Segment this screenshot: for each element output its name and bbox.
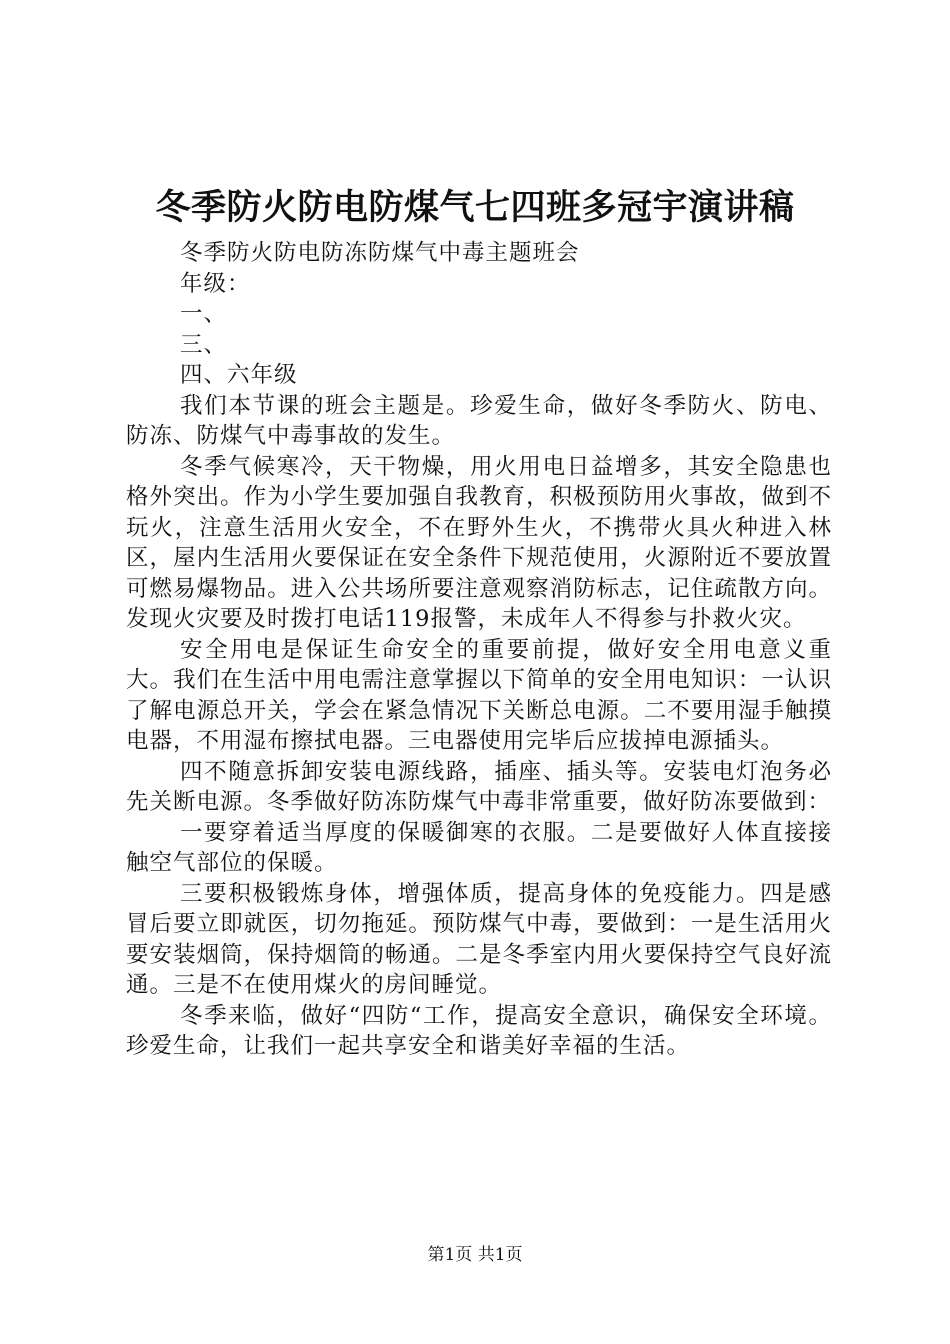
list-item-4: 四、六年级 <box>180 362 298 388</box>
grade-label: 年级： <box>180 270 251 297</box>
paragraph-closing: 冬季来临，做好“四防“工作，提高安全意识，确保安全环境。珍爱生命，让我们一起共享安全和谐美好幸福的生活。 <box>126 1002 832 1059</box>
paragraph-fire-safety: 冬季气候寒冷，天干物燥，用火用电日益增多，其安全隐患也格外突出。作为小学生要加强自我教育，积极预防用火事故，做到不玩火，注意生活用火安全，不在野外生火，不携带火具火种进入林区，屋内生活用火要保证在安全条件下规范使用，火源附近不要放置可燃易爆物品。进入公共场所要注意观察消防标志，记住疏散方向。发现火灾要及时拨打电话119报警，未成年人不得参与扑救火灾。 <box>126 453 832 632</box>
paragraph-electric-safety: 安全用电是保证生命安全的重要前提，做好安全用电意义重大。我们在生活中用电需注意掌握以下简单的安全用电知识：一认识了解电源总开关，学会在紧急情况下关断总电源。二不要用湿手触摸电器，不用湿布擦拭电器。三电器使用完毕后应拔掉电源插头。 <box>126 636 832 754</box>
document-body <box>126 238 832 1062</box>
list-item-3: 三、 <box>180 331 228 358</box>
subtitle: 冬季防火防电防冻防煤气中毒主题班会 <box>180 240 580 266</box>
paragraph-wiring: 四不随意拆卸安装电源线路，插座、插头等。安装电灯泡务必先关断电源。冬季做好防冻防煤气中毒非常重要，做好防冻要做到： <box>126 758 832 815</box>
paragraph-theme: 我们本节课的班会主题是。珍爱生命，做好冬季防火、防电、防冻、防煤气中毒事故的发生。 <box>126 392 832 449</box>
page-footer: 第1页 共1页 <box>427 1245 523 1265</box>
paragraph-clothing: 一要穿着适当厚度的保暖御寒的衣服。二是要做好人体直接接触空气部位的保暖。 <box>126 819 832 876</box>
list-item-1: 一、 <box>180 301 228 327</box>
document-title: 冬季防火防电防煤气七四班多冠宇演讲稿 <box>155 187 795 228</box>
paragraph-health-gas: 三要积极锻炼身体，增强体质，提高身体的免疫能力。四是感冒后要立即就医，切勿拖延。预防煤气中毒，要做到：一是生活用火要安装烟筒，保持烟筒的畅通。二是冬季室内用火要保持空气良好流通。三是不在使用煤火的房间睡觉。 <box>126 880 832 998</box>
